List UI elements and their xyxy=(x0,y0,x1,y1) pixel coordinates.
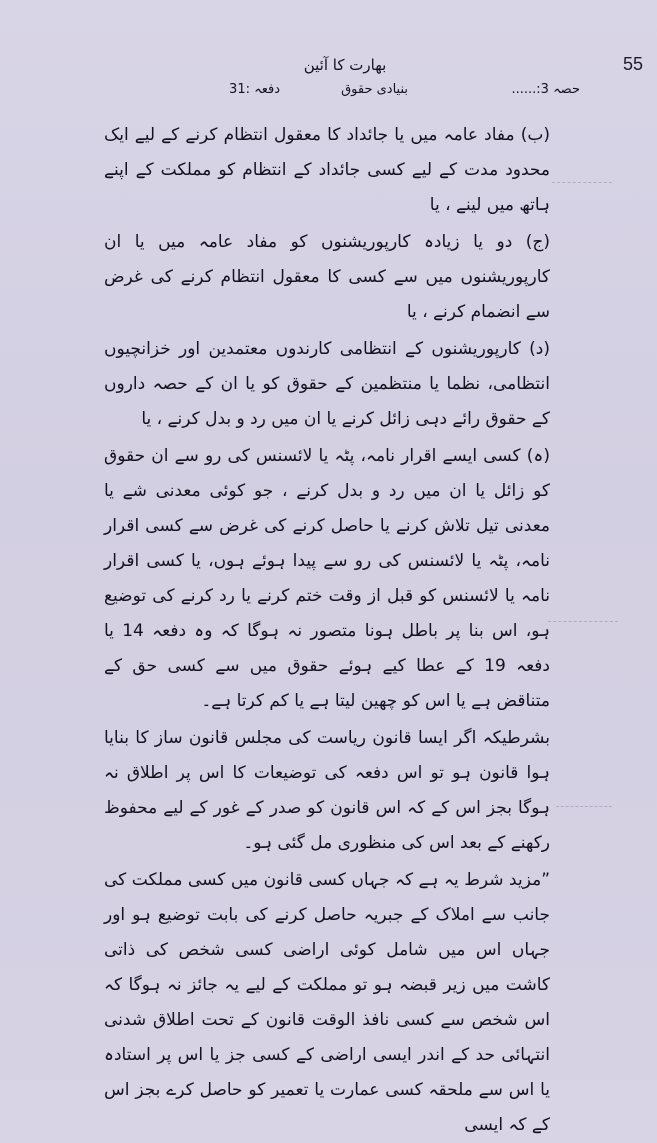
show-through-mark xyxy=(552,182,612,195)
show-through-mark xyxy=(548,621,618,634)
proviso-paragraph: بشرطیکہ اگر ایسا قانون ریاست کی مجلس قانون ساز کا بنایا ہوا قانون ہو تو اس دفعہ کی توضیعات کا اس پر اطلاق نہ ہوگا بجز اس کے کہ اس قانون کو صدر کے غور کے لیے محفوظ رکھنے کے بعد اس کی منظوری مل گئی ہو۔ xyxy=(104,728,550,853)
clause-d: (د) کارپوریشنوں کے انتظامی کارندوں معتمدین اور خزانچیوں انتظامی، نظما یا منتظمین کے حقوق کو یا ان کے حصہ داروں کے حقوق رائے دہی زائل کرنے یا ان میں رد و بدل کرنے ، یا xyxy=(104,339,550,429)
further-proviso-paragraph: ”مزید شرط یہ ہے کہ جہاں کسی قانون میں کسی مملکت کی جانب سے املاک کے جبریہ حاصل کرنے کی بابت توضیع ہو اور جہاں اس میں شامل کوئی اراضی کسی شخص کی ذاتی کاشت میں زیر قبضہ ہو تو مملکت کے لیے یہ جائز نہ ہوگا کہ اس شخص سے کسی نافذ الوقت قانون کے تحت اطلاق شدنی انتہائی حد کے اندر ایسی اراضی کے کسی جز یا اس پر استادہ یا اس سے ملحقہ کسی عمارت یا تعمیر کو حاصل کرے بجز اس کے کہ ایسی xyxy=(104,870,550,1135)
show-through-mark xyxy=(556,806,612,819)
header-article: دفعہ :31 xyxy=(229,82,280,97)
page-number: 55 xyxy=(622,54,643,74)
clause-b: (ب) مفاد عامہ میں یا جائداد کا معقول انتظام کرنے کے لیے ایک محدود مدت کے لیے کسی جائداد کے انتظام کو مملکت کے اپنے ہاتھ میں لینے ، یا xyxy=(104,125,550,215)
clause-c: (ج) دو یا زیادہ کارپوریشنوں کو مفاد عامہ میں یا ان کارپوریشنوں میں سے کسی کا معقول انتظام کرنے کی غرض سے انضمام کرنے ، یا xyxy=(104,232,550,322)
clause-e: (ہ) کسی ایسے اقرار نامہ، پٹہ یا لائسنس کی رو سے ان حقوق کو زائل یا ان میں رد و بدل کرنے ، جو کوئی معدنی شے یا معدنی تیل تلاش کرنے یا حاصل کرنے کی غرض سے کسی اقرار نامہ، پٹہ یا لائسنس کی رو سے پیدا ہوئے ہوں، یا کسی اقرار نامہ یا لائسنس کو قبل از وقت ختم کرنے یا رد کرنے کی توضیع ہو، اس بنا پر باطل ہونا متصور نہ ہوگا کہ وہ دفعہ 14 یا دفعہ 19 کے عطا کیے ہوئے حقوق میں سے کسی حق کے متناقض ہے یا اس کو چھین لیتا ہے یا کم کرتا ہے۔ xyxy=(104,446,550,711)
header-title: بھارت کا آئین xyxy=(303,56,387,74)
document-body xyxy=(104,118,550,1135)
header-part: حصہ 3:...... xyxy=(511,82,580,97)
page-header xyxy=(110,56,580,104)
header-row xyxy=(110,80,580,100)
header-section: بنیادی حقوق xyxy=(341,82,408,97)
